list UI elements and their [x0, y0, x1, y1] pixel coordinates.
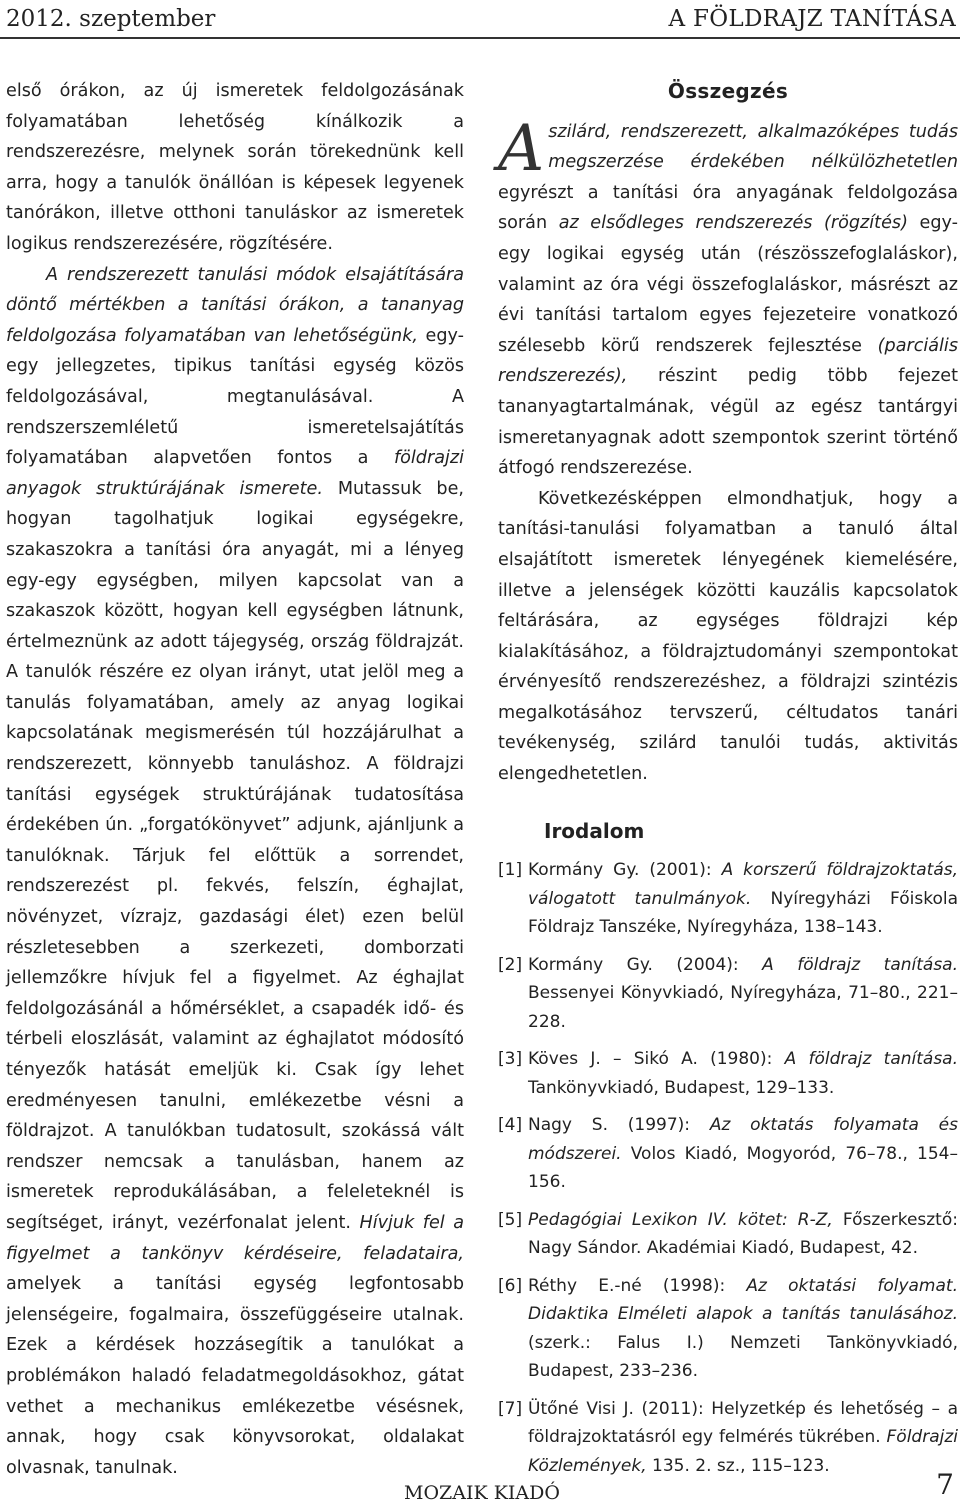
reference-item — [498, 1045, 958, 1102]
magazine-title: A FÖLDRAJZ TANÍTÁSA — [668, 6, 956, 32]
reference-author: Kormány Gy. (2004): — [528, 954, 763, 975]
text-run: részint pedig több fejezet tananyagtartalmának, végül az egész tantárgyi ismeretanyagnak adott szempontok szerint történő átfogó rendszerezése. — [498, 366, 958, 479]
reference-author: Ütőné Visi J. (2011): Helyzetkép és lehetőség – a földrajzoktatásról egy felmérés tükrében. — [528, 1398, 958, 1448]
reference-title: Pedagógiai Lexikon IV. kötet: R-Z, — [528, 1209, 833, 1230]
reference-text — [528, 1206, 958, 1263]
reference-title: A földrajz tanítása. — [762, 954, 959, 975]
reference-number: [6] — [498, 1275, 523, 1296]
reference-item — [498, 856, 958, 942]
header-rule — [0, 37, 960, 39]
text-run: amelyek a tanítási egység legfontosabb jelenségeire, fogalmaira, összefüggéseire utalnak. Ezek a kérdések hozzásegítik a tanulókat a problémákon haladó feladatmegoldásokhoz, gátat vethet a mechanikus emlékezetbe vésésnek, annak, hogy csak könyvsorokat, oldalakat olvasnak, tanulnak. — [6, 1274, 464, 1478]
italic-phrase: A rendszerezett tanulási módok elsajátítására döntő mértékben a tanítási órákon, a tananyag feldolgozása folyamatában van lehetőségünk, — [6, 264, 464, 346]
italic-phrase: Hívjuk fel a figyelmet a tankönyv kérdéseire, feladataira, — [6, 1212, 464, 1264]
reference-text — [528, 1111, 958, 1197]
reference-number: [1] — [498, 860, 523, 881]
issue-date: 2012. szeptember — [6, 6, 216, 32]
reference-author: Köves J. – Sikó A. (1980): — [528, 1049, 785, 1070]
right-column — [498, 76, 958, 1489]
reference-publisher: Bessenyei Könyvkiadó, Nyíregyháza, 71–80., 221–228. — [528, 983, 958, 1032]
reference-number: [3] — [498, 1049, 523, 1070]
reference-text — [528, 1045, 958, 1102]
paragraph: Következésképpen elmondhatjuk, hogy a tanítási-tanulási folyamatban a tanuló által elsajátított ismeretek lényegének kiemelésére, illetve a jelenségek közötti kauzális kapcsolatok feltárására, az egységes földrajzi kép kialakításához, a földrajztudományi szempontokat érvényesítő rendszerezéshez, a földrajzi szintézis megalkotásához tervszerű, céltudatos tanári tevékenység, szilárd tanulói tudás, aktivitás elengedhetetlen. — [498, 488, 958, 785]
reference-number: [4] — [498, 1115, 523, 1136]
reference-publisher: (szerk.: Falus I.) Nemzeti Tankönyvkiadó, Budapest, 233–236. — [528, 1332, 958, 1382]
page-footer — [0, 1466, 960, 1503]
drop-cap: A — [498, 111, 545, 186]
reference-author: Réthy E.-né (1998): — [528, 1275, 747, 1296]
reference-publisher: Főszerkesztő: Nagy Sándor. Akadémiai Kiadó, Budapest, 42. — [528, 1209, 958, 1259]
page-number: 7 — [936, 1468, 954, 1501]
reference-text — [528, 856, 958, 942]
reference-number: [5] — [498, 1209, 523, 1230]
text-run: egy-egy jellegzetes, tipikus tanítási egység közös feldolgozásával, megtanulásával. A rendszerszemléletű ismeretelsajátítás folyamatában alapvetően fontos a — [6, 325, 464, 469]
paragraph: első órákon, az új ismeretek feldolgozásának folyamatában lehetőség kínálkozik a rendszerezésre, melynek során törekednünk kell arra, hogy a tanulók önállóan is képesek legyenek tanórákon, illetve otthoni tanuláskor az ismeretek logikus rendszerezésére, rögzítésére. — [6, 81, 464, 254]
reference-number: [2] — [498, 954, 523, 975]
reference-publisher: Nyíregyházi Főiskola Földrajz Tanszéke, Nyíregyháza, 138–143. — [528, 888, 958, 938]
reference-title: Az oktatási folyamat. Didaktika Elméleti alapok a tanítás tanulásához. — [528, 1275, 958, 1325]
reference-author: Nagy S. (1997): — [528, 1115, 710, 1136]
reference-number: [7] — [498, 1398, 523, 1419]
reference-text — [528, 951, 958, 1037]
reference-item — [498, 951, 958, 1037]
reference-title: Földrajzi Közlemények, — [528, 1427, 958, 1476]
reference-text — [528, 1272, 958, 1386]
text-run: egy-egy logikai egység után (részösszefoglaláskor), valamint az óra végi összefoglaláskor, másrészt az évi tanítási tartalom egyes fejezeteire vonatkozó szélesebb körű rendszerek fejlesztése — [498, 213, 958, 356]
reference-publisher: Tankönyvkiadó, Budapest, 129–133. — [528, 1077, 835, 1098]
bibliography-heading: Irodalom — [544, 818, 645, 843]
reference-item — [498, 1111, 958, 1197]
page-header — [0, 0, 960, 38]
italic-phrase: szilárd, rendszerezett, alkalmazóképes tudás megszerzése érdekében nélkülözhetetlen — [548, 121, 958, 173]
paragraph — [6, 260, 464, 1484]
text-run: egyrészt a tanítási óra anyagának feldolgozása során — [498, 182, 958, 234]
reference-list — [498, 856, 958, 1480]
reference-title: A korszerű földrajzoktatás, válogatott tanulmányok. — [528, 860, 958, 909]
text-run: Mutassuk be, hogyan tagolhatjuk logikai egységekre, szakaszokra a tanítási óra anyagát, mi a lényeg egy-egy egységben, milyen kapcsolat van a szakaszok között, hogyan kell egységben látnunk, értelmeznünk az adott tájegység, ország földrajzát. A tanulók részére ez olyan irányt, utat jelöl meg a tanulás folyamatában, amely az anyag logikai kapcsolatának megismerésén túl hozzájárulhat a rendszerezett, könnyebb tanuláshoz. A földrajzi tanítási egységek struktúrájának tudatosítása érdekében ún. „forgatókönyvet” adjunk, ajánljunk a tanulóknak. Tárjuk fel előttük a sorrendet, rendszerezést pl. fekvés, felszín, éghajlat, növényzet, vízrajz, gazdasági élet) ezen belül részletesebben a szerkezeti, domborzati jellemzőkre hívjuk fel a figyelmet. Az éghajlat feldolgozásánál a hőmérséklet, a csapadék idő- és térbeli eloszlását, valamint az éghajlatot módosító tényezők hatását emeljük ki. Csak így lehet eredményesen tanulni, emlékezetbe vésni a földrajzot. A tanulókban tudatosult, szokássá vált rendszer nemcsak a tanulásban, hanem az ismeretek reprodukálásában, a feleleteknél is segítséget, irányt, vezérfonalat jelent. — [6, 478, 465, 1233]
summary-heading: Összegzés — [667, 79, 789, 103]
reference-publisher: Volos Kiadó, Mogyoród, 76–78., 154–156. — [528, 1143, 958, 1193]
reference-item — [498, 1206, 958, 1263]
italic-phrase: az elsődleges rendszerezés (rögzítés) — [558, 213, 908, 234]
reference-publisher: 135. 2. sz., 115–123. — [646, 1455, 830, 1476]
publisher-name: MOZAIK KIADÓ — [404, 1482, 560, 1504]
reference-title: Az oktatás folyamata és módszerei. — [528, 1115, 958, 1164]
reference-author: Kormány Gy. (2001): — [528, 860, 722, 881]
reference-item — [498, 1272, 958, 1386]
reference-title: A földrajz tanítása. — [784, 1049, 958, 1070]
summary-paragraph — [498, 111, 958, 484]
left-column — [6, 76, 464, 1483]
italic-phrase: földrajzi anyagok struktúrájának ismerete. — [6, 448, 464, 499]
italic-phrase: (parciális rendszerezés), — [498, 335, 958, 387]
